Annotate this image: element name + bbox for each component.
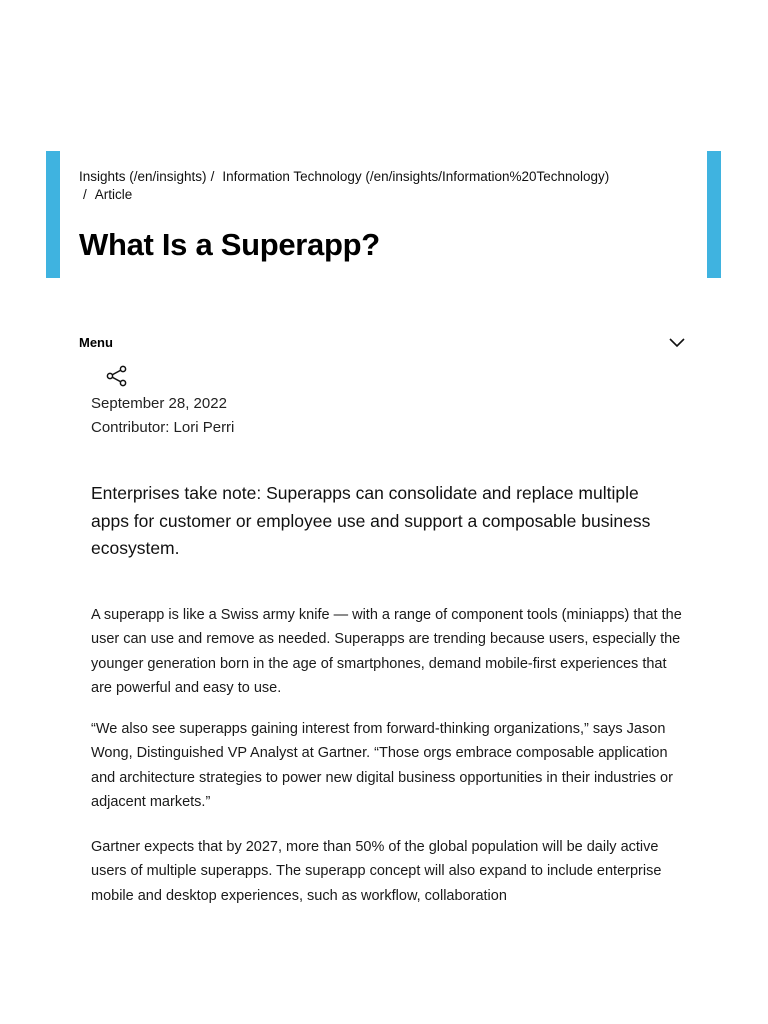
- article-paragraph: Gartner expects that by 2027, more than 50% of the global population will be daily active users of multiple superapps. The superapp concept will also expand to include enterprise mobile and desktop experiences, such as workflow, collaboration: [91, 839, 662, 904]
- breadcrumb-item-article: Article: [94, 187, 133, 202]
- share-icon[interactable]: [105, 365, 129, 387]
- article-menu-toggle[interactable]: [79, 334, 687, 354]
- publish-date: September 28, 2022: [91, 395, 227, 412]
- contributor: Contributor: Lori Perri: [91, 419, 235, 436]
- article-paragraph: “We also see superapps gaining interest from forward-thinking organizations,” says Jason Wong, Distinguished VP Analyst at Gartner. “Those orgs embrace composable application and architecture strategies to power new digital business opportunities in their industries or adjacent markets.”: [91, 721, 673, 811]
- page-title: What Is a Superapp?: [79, 227, 380, 262]
- accent-bar-right: [707, 151, 721, 278]
- breadcrumb-separator: /: [83, 187, 87, 202]
- breadcrumb: [79, 168, 694, 204]
- article-header: [46, 151, 721, 278]
- article-intro: Enterprises take note: Superapps can consolidate and replace multiple apps for customer or employee use and support a composable business ecosystem.: [91, 483, 651, 558]
- breadcrumb-separator: /: [210, 169, 215, 184]
- article-meta: [91, 392, 234, 440]
- chevron-down-icon[interactable]: [669, 336, 685, 348]
- accent-bar-left: [46, 151, 60, 278]
- menu-label: Menu: [79, 335, 113, 350]
- breadcrumb-item-insights[interactable]: Insights (/en/insights): [79, 169, 207, 184]
- article-paragraph: A superapp is like a Swiss army knife — with a range of component tools (miniapps) that the user can use and remove as needed. Superapps are trending because users, especially the younger generation born in the age of smartphones, demand mobile-first experiences that are powerful and easy to use.: [91, 607, 682, 697]
- breadcrumb-item-information-technology[interactable]: Information Technology (/en/insights/Information%20Technology): [222, 169, 610, 184]
